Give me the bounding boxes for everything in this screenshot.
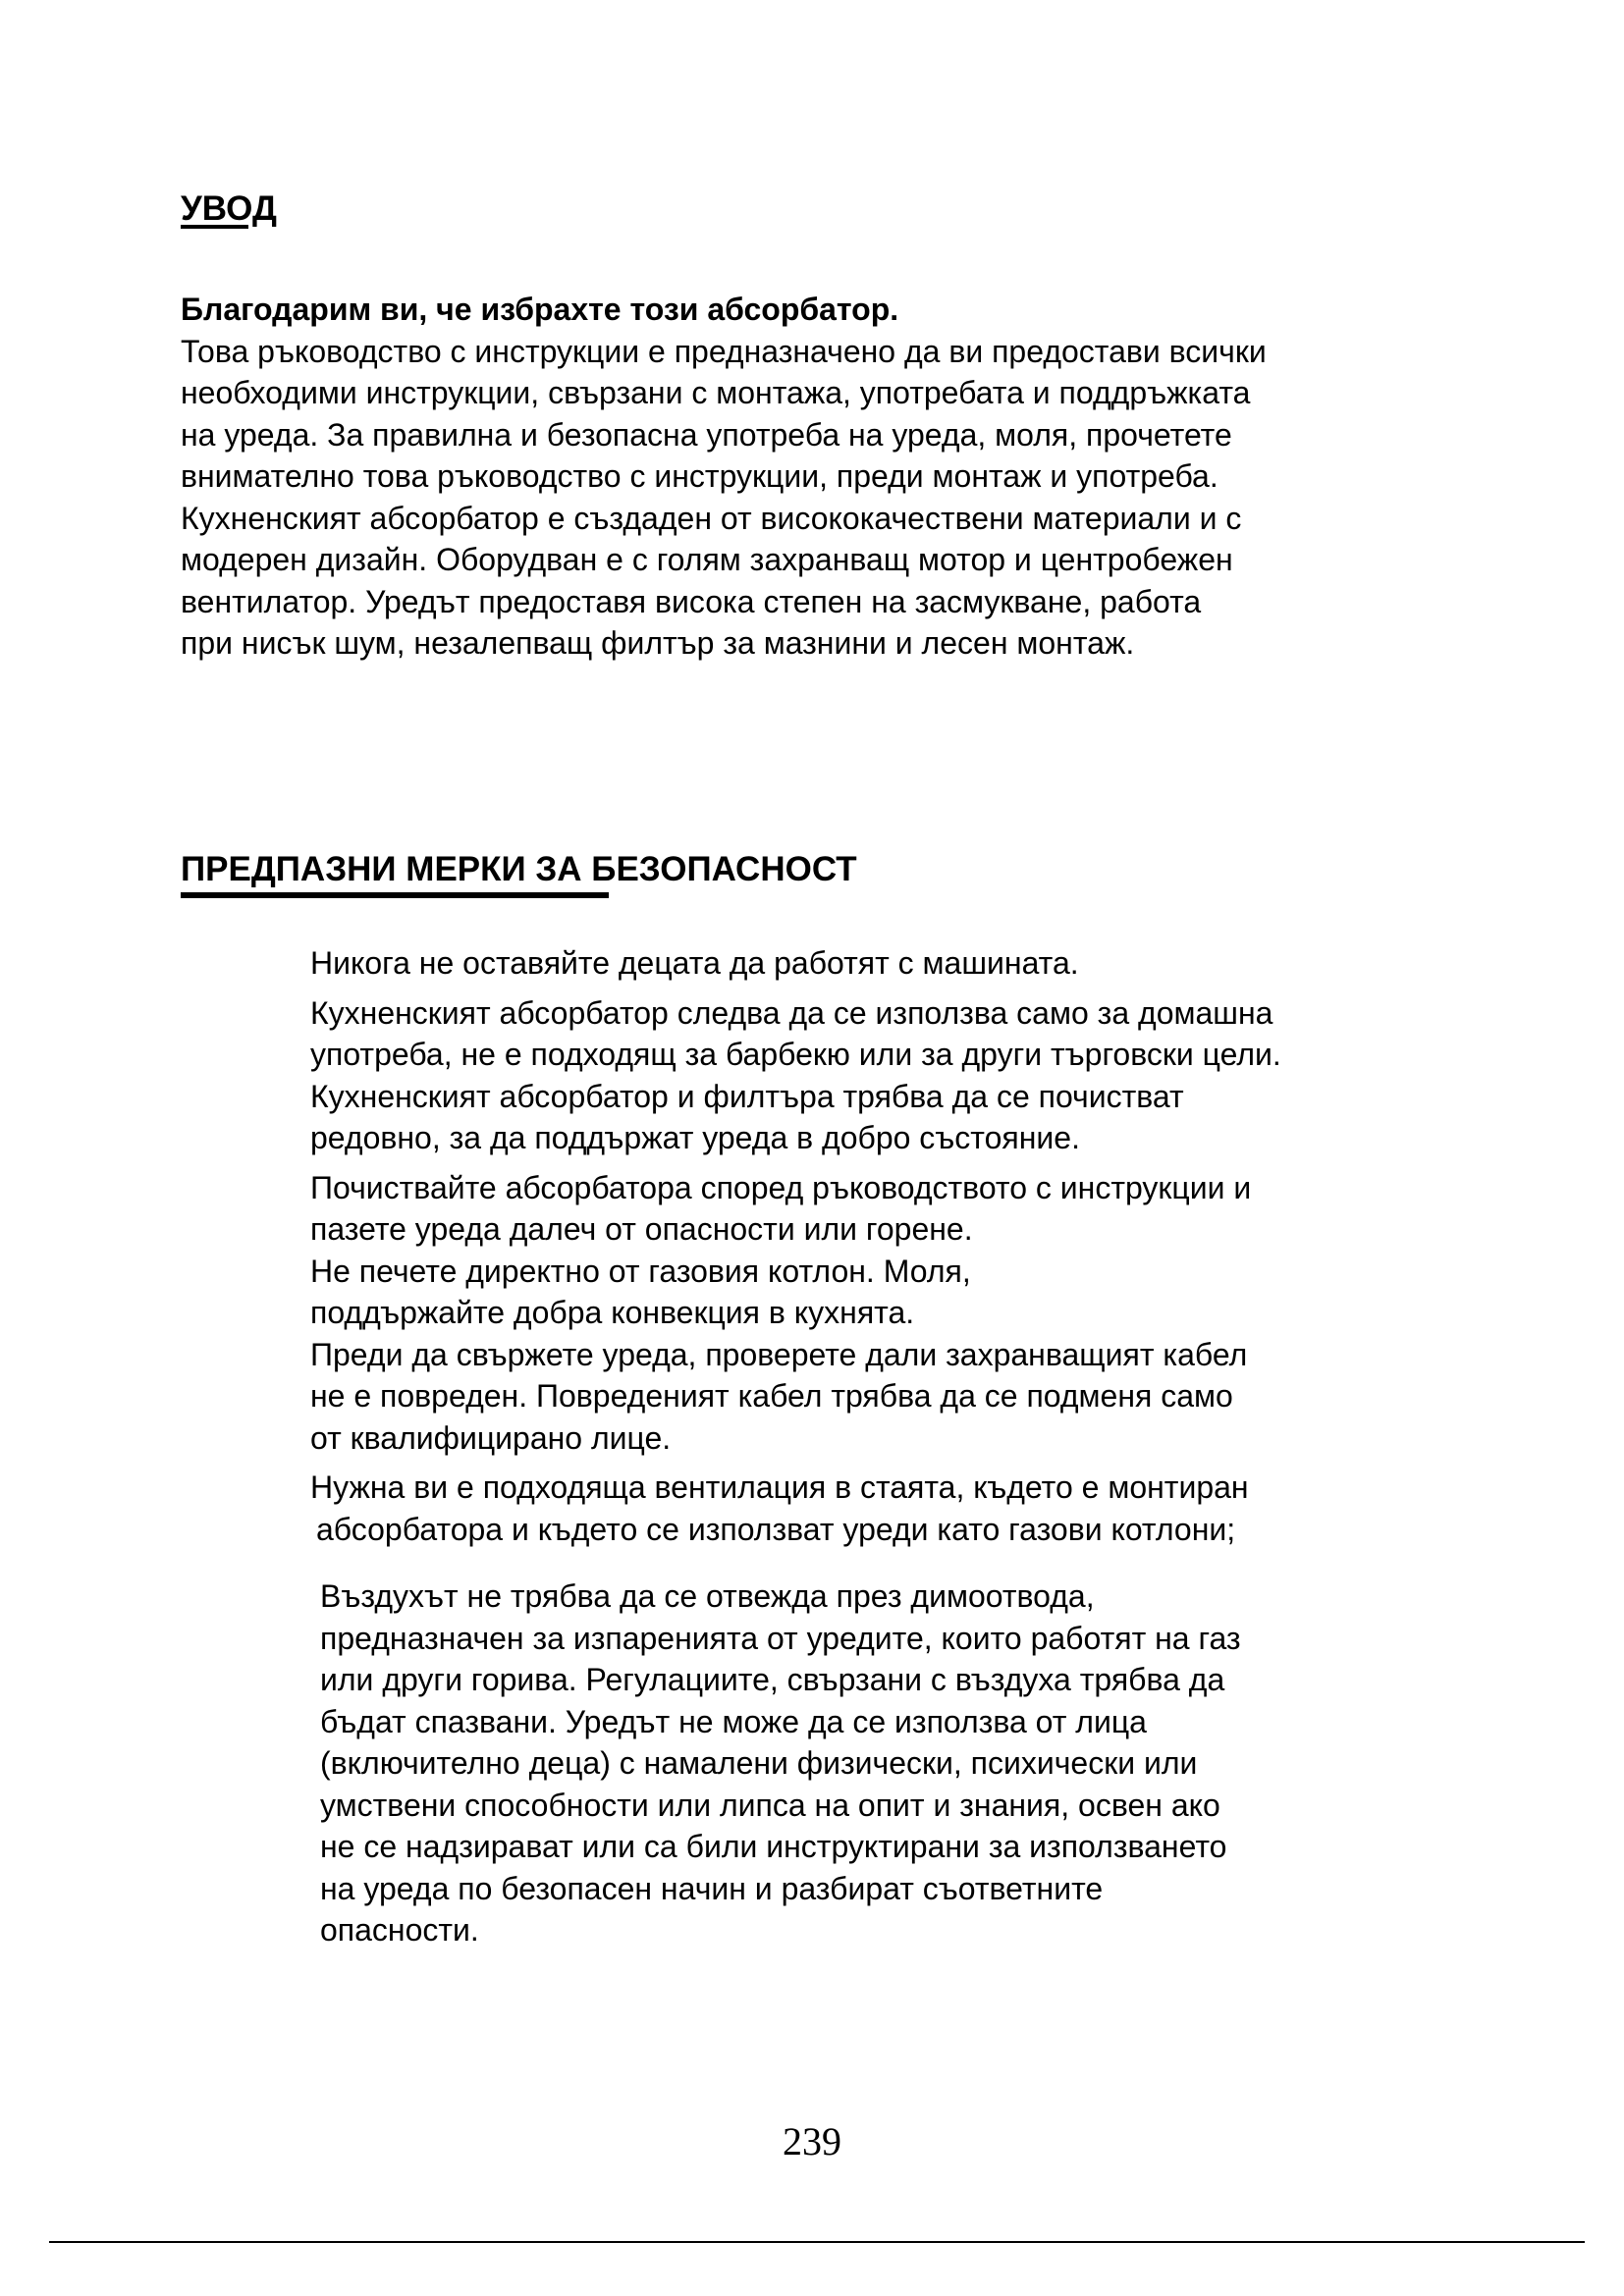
safety-line: редовно, за да поддържат уреда в добро състояние. bbox=[310, 1120, 1080, 1155]
safety-item bbox=[310, 1251, 1518, 1334]
page-number: 239 bbox=[783, 2119, 841, 2163]
safety-line: Никога не оставяйте децата да работят с машината. bbox=[310, 945, 1079, 981]
safety-item bbox=[310, 1076, 1518, 1159]
intro-lead: Благодарим ви, че избрахте този абсорбатор. bbox=[181, 292, 899, 327]
safety-heading-underline bbox=[181, 892, 609, 898]
safety-line: на уреда по безопасен начин и разбират съответните bbox=[320, 1870, 1104, 1906]
safety-line: Не печете директно от газовия котлон. Моля, bbox=[310, 1253, 971, 1289]
safety-line: умствени способности или липса на опит и знания, освен ако bbox=[320, 1787, 1220, 1823]
safety-line: бъдат спазвани. Уредът не може да се използва от лица bbox=[320, 1703, 1147, 1739]
intro-line: необходими инструкции, свързани с монтажа, употребата и поддръжката bbox=[181, 375, 1251, 410]
safety-item bbox=[310, 1334, 1518, 1460]
safety-list bbox=[310, 942, 1518, 1951]
intro-line: Това ръководство с инструкции е предназначено да ви предостави всички bbox=[181, 333, 1267, 369]
safety-line: от квалифицирано лице. bbox=[310, 1419, 672, 1456]
safety-line: пазете уреда далеч от опасности или горене. bbox=[310, 1211, 973, 1247]
safety-line: не се надзирават или са били инструктирани за използването bbox=[320, 1829, 1227, 1864]
intro-heading: УВОД bbox=[181, 189, 277, 228]
intro-line: внимателно това ръководство с инструкции, преди монтаж и употреба. bbox=[181, 458, 1218, 494]
intro-section bbox=[181, 289, 1496, 665]
safety-line: (включително деца) с намалени физически, психически или bbox=[320, 1745, 1198, 1781]
safety-line: Кухненският абсорбатор и филтъра трябва да се почистват bbox=[310, 1078, 1184, 1114]
intro-line: Кухненският абсорбатор е създаден от висококачествени материали и с bbox=[181, 500, 1242, 536]
safety-line: или други горива. Регулациите, свързани с въздуха трябва да bbox=[320, 1662, 1225, 1697]
safety-item bbox=[310, 1467, 1518, 1550]
safety-item bbox=[310, 1575, 1518, 1951]
safety-line: не е повреден. Повреденият кабел трябва да се подменя само bbox=[310, 1378, 1233, 1414]
safety-heading: ПРЕДПАЗНИ МЕРКИ ЗА БЕЗОПАСНОСТ bbox=[181, 850, 857, 888]
safety-item bbox=[310, 992, 1518, 1076]
safety-line: абсорбатора и където се използват уреди като газови котлони; bbox=[316, 1511, 1236, 1547]
intro-line: вентилатор. Уредът предоставя висока степен на засмукване, работа bbox=[181, 583, 1202, 619]
safety-line: Нужна ви е подходяща вентилация в стаята, където е монтиран bbox=[310, 1469, 1249, 1505]
safety-item bbox=[310, 1167, 1518, 1251]
safety-line: Преди да свържете уреда, проверете дали захранващият кабел bbox=[310, 1336, 1248, 1372]
safety-line: Кухненският абсорбатор следва да се използва само за домашна bbox=[310, 994, 1273, 1031]
intro-line: при нисък шум, незалепващ филтър за мазнини и лесен монтаж. bbox=[181, 625, 1135, 661]
safety-line: поддържайте добра конвекция в кухнята. bbox=[310, 1295, 915, 1330]
safety-line: Почиствайте абсорбатора според ръководството с инструкции и bbox=[310, 1169, 1252, 1205]
safety-line: употреба, не е подходящ за барбекю или за други търговски цели. bbox=[310, 1037, 1281, 1072]
safety-line: Въздухът не трябва да се отвежда през димоотвода, bbox=[320, 1578, 1095, 1614]
safety-line: опасности. bbox=[320, 1912, 479, 1948]
safety-line: предназначен за изпаренията от уредите, които работят на газ bbox=[320, 1620, 1241, 1656]
safety-item bbox=[310, 942, 1518, 985]
intro-line: модерен дизайн. Оборудван е с голям захранващ мотор и центробежен bbox=[181, 542, 1233, 577]
footer-rule bbox=[49, 2241, 1585, 2243]
intro-line: на уреда. За правилна и безопасна употреба на уреда, моля, прочетете bbox=[181, 416, 1232, 453]
